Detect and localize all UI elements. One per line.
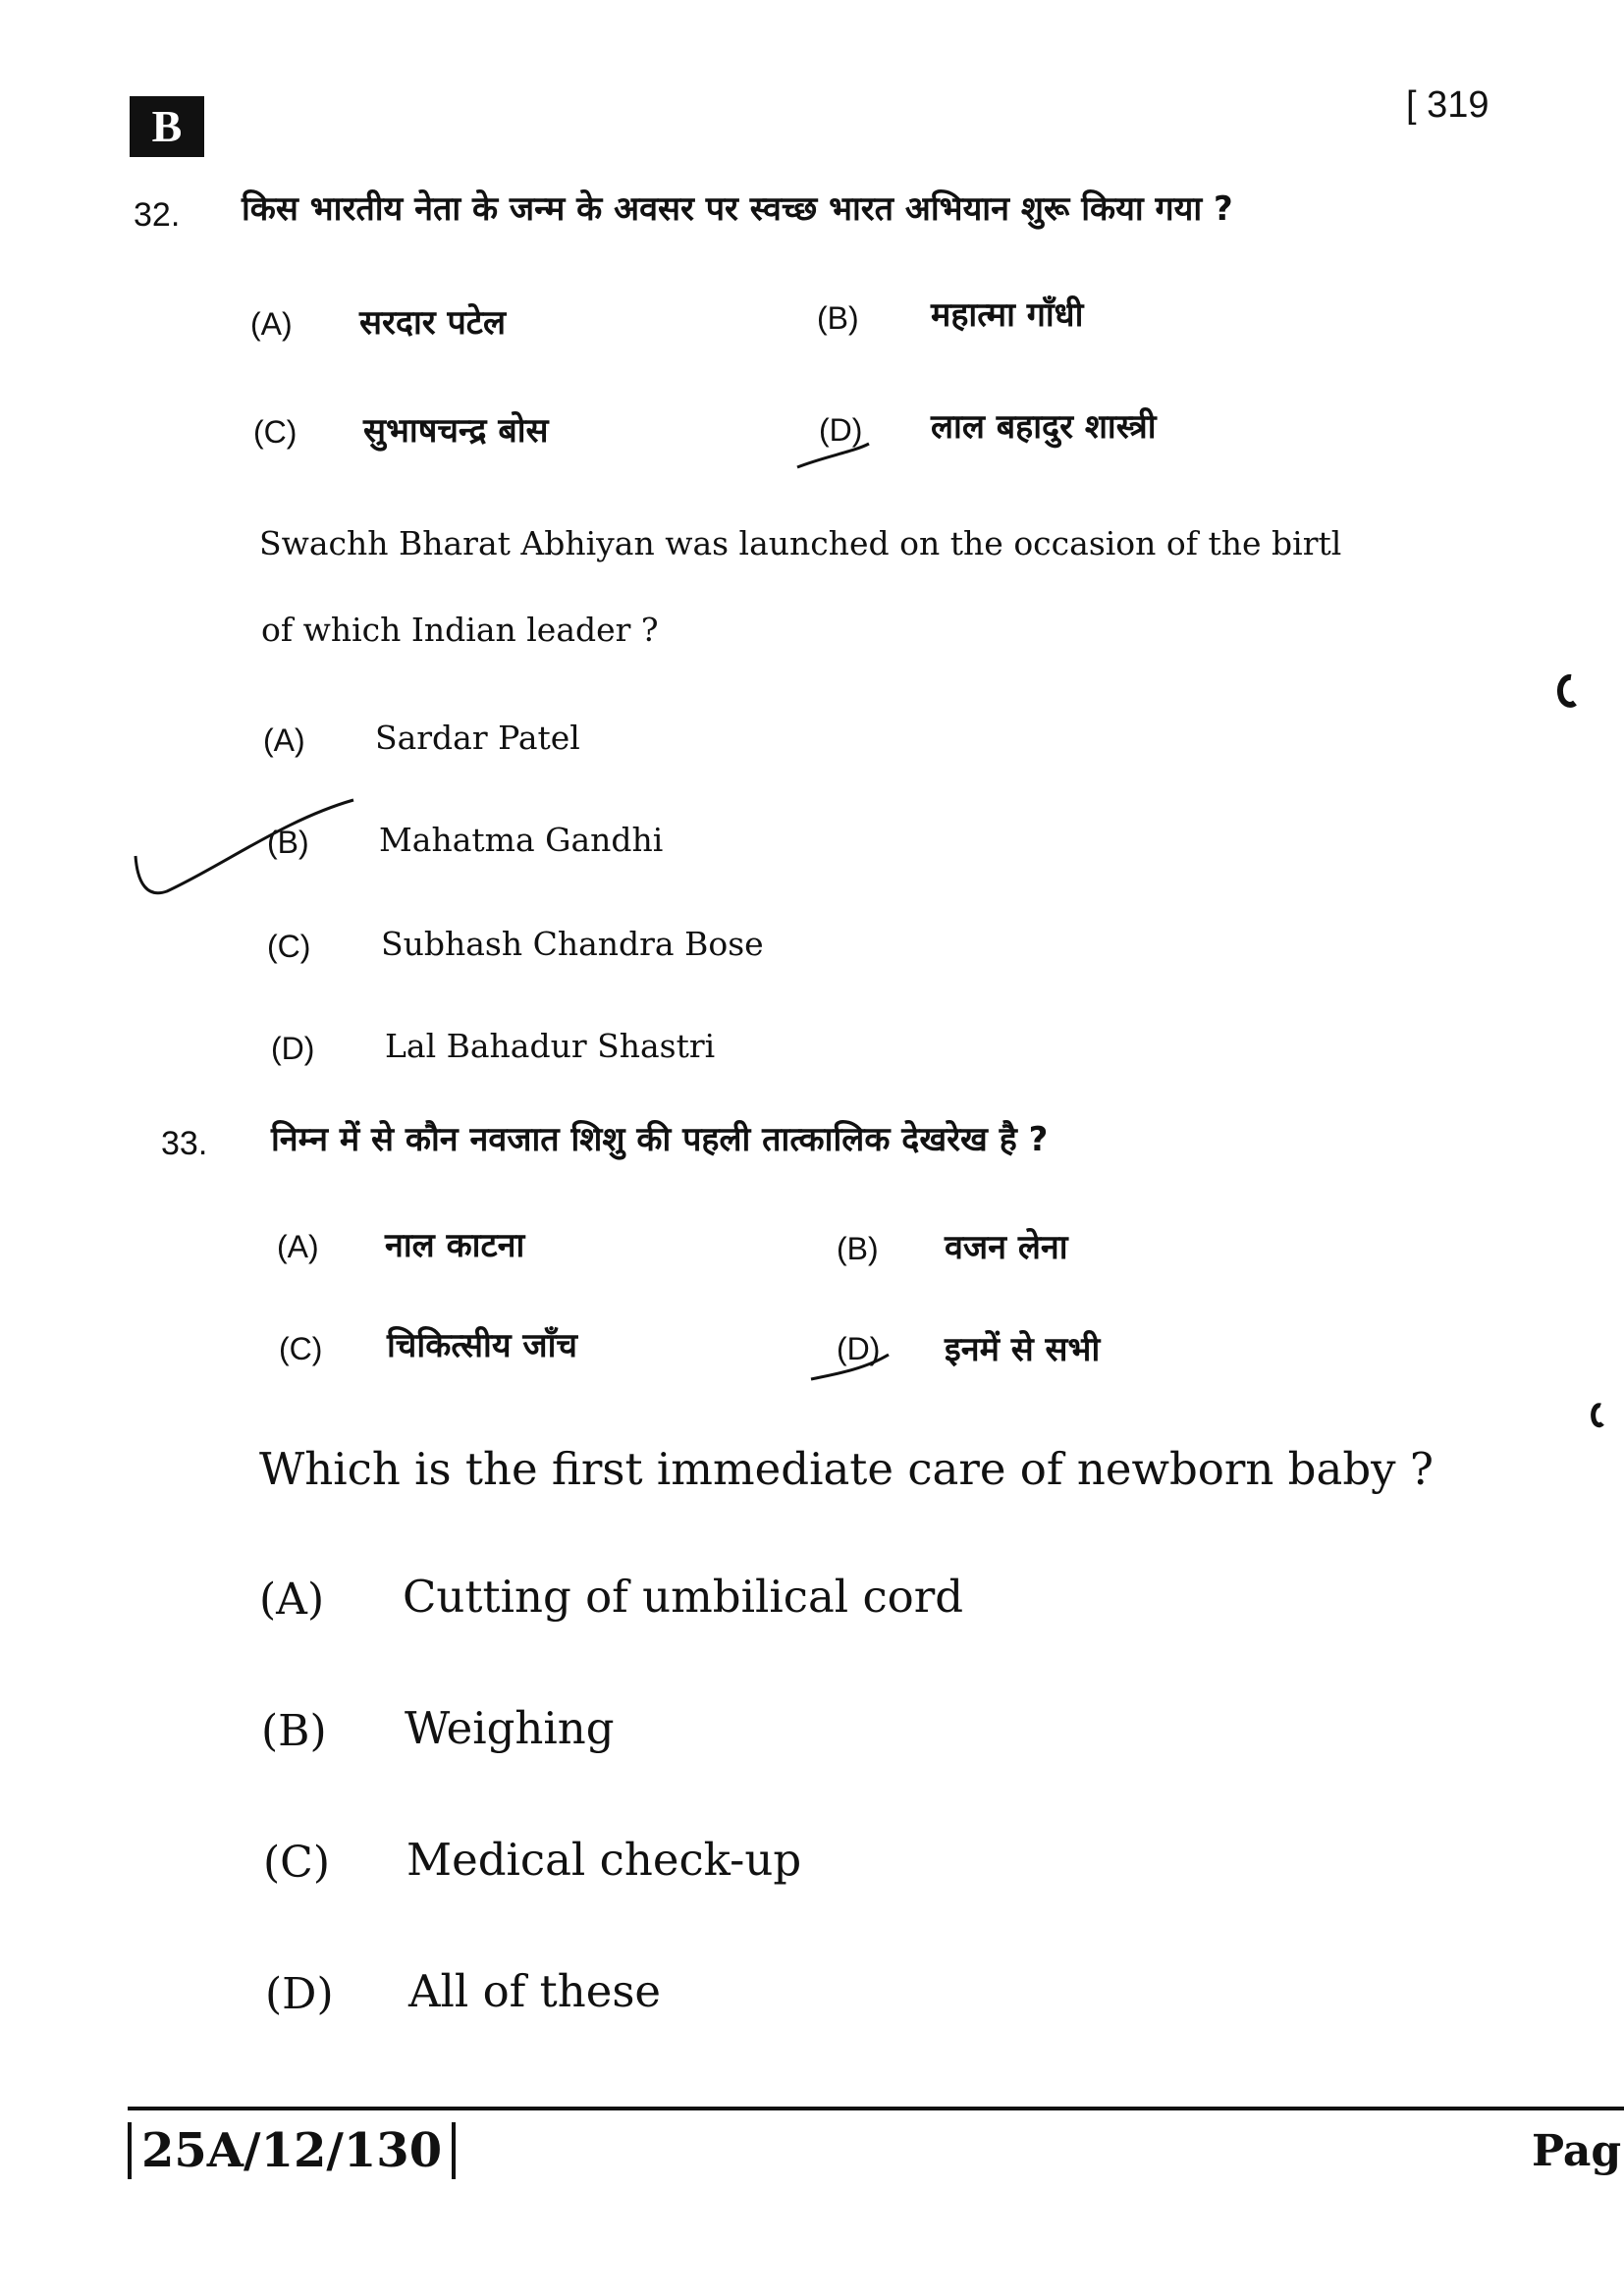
option-text: Cutting of umbilical cord xyxy=(403,1571,964,1623)
option-label: (C) xyxy=(267,929,311,964)
option-label: (B) xyxy=(837,1231,879,1266)
option-label: (C) xyxy=(279,1331,323,1366)
question-text-english: Swachh Bharat Abhiyan was launched on the occasion of the birtl xyxy=(259,524,1342,562)
option-label: (A) xyxy=(250,306,293,342)
question-text-english: of which Indian leader ? xyxy=(261,611,659,649)
option-text: नाल काटना xyxy=(385,1226,525,1265)
option-label: (B) xyxy=(261,1706,327,1756)
option-label: (D) xyxy=(265,1969,334,2019)
page-number: [ 319 xyxy=(1406,84,1489,126)
option-text: Lal Bahadur Shastri xyxy=(385,1027,716,1065)
option-label: (C) xyxy=(263,1838,330,1888)
option-text: वजन लेना xyxy=(945,1228,1068,1267)
option-text: महात्मा गाँधी xyxy=(931,295,1084,335)
question-text-hindi: किस भारतीय नेता के जन्म के अवसर पर स्वच्छ भारत अभियान शुरू किया गया ? xyxy=(242,189,1233,229)
option-text: इनमें से सभी xyxy=(945,1330,1101,1369)
option-label: (B) xyxy=(817,300,859,336)
option-text: Sardar Patel xyxy=(375,719,580,757)
question-text-english: Which is the first immediate care of newborn baby ? xyxy=(259,1443,1434,1495)
set-badge: B xyxy=(130,96,204,157)
option-label: (D) xyxy=(837,1331,881,1366)
crescent-mark xyxy=(1594,1406,1602,1425)
option-text: Subhash Chandra Bose xyxy=(381,925,764,963)
question-number: 32. xyxy=(134,196,181,234)
option-text: Weighing xyxy=(405,1702,615,1754)
option-label: (A) xyxy=(259,1575,325,1625)
footer-rule xyxy=(128,2107,1624,2110)
page-label: Pag xyxy=(1532,2126,1622,2176)
option-text: Mahatma Gandhi xyxy=(379,821,664,859)
option-text: सुभाषचन्द्र बोस xyxy=(363,411,549,451)
question-number: 33. xyxy=(161,1125,208,1162)
option-label: (D) xyxy=(271,1031,315,1066)
crescent-mark xyxy=(1560,677,1575,705)
option-label: (D) xyxy=(819,412,863,448)
option-text: चिकित्सीय जाँच xyxy=(387,1326,578,1365)
option-label: (B) xyxy=(267,825,309,860)
option-label: (C) xyxy=(253,414,298,450)
option-text: Medical check-up xyxy=(406,1834,802,1886)
paper-code: 25A/12/130 xyxy=(128,2122,456,2179)
option-label: (A) xyxy=(277,1229,319,1264)
option-text: लाल बहादुर शास्त्री xyxy=(931,407,1157,447)
option-label: (A) xyxy=(263,722,305,758)
tick-mark xyxy=(135,800,353,893)
option-text: All of these xyxy=(408,1965,662,2017)
option-text: सरदार पटेल xyxy=(359,303,506,343)
question-text-hindi: निम्न में से कौन नवजात शिशु की पहली तात्कालिक देखरेख है ? xyxy=(271,1120,1049,1159)
